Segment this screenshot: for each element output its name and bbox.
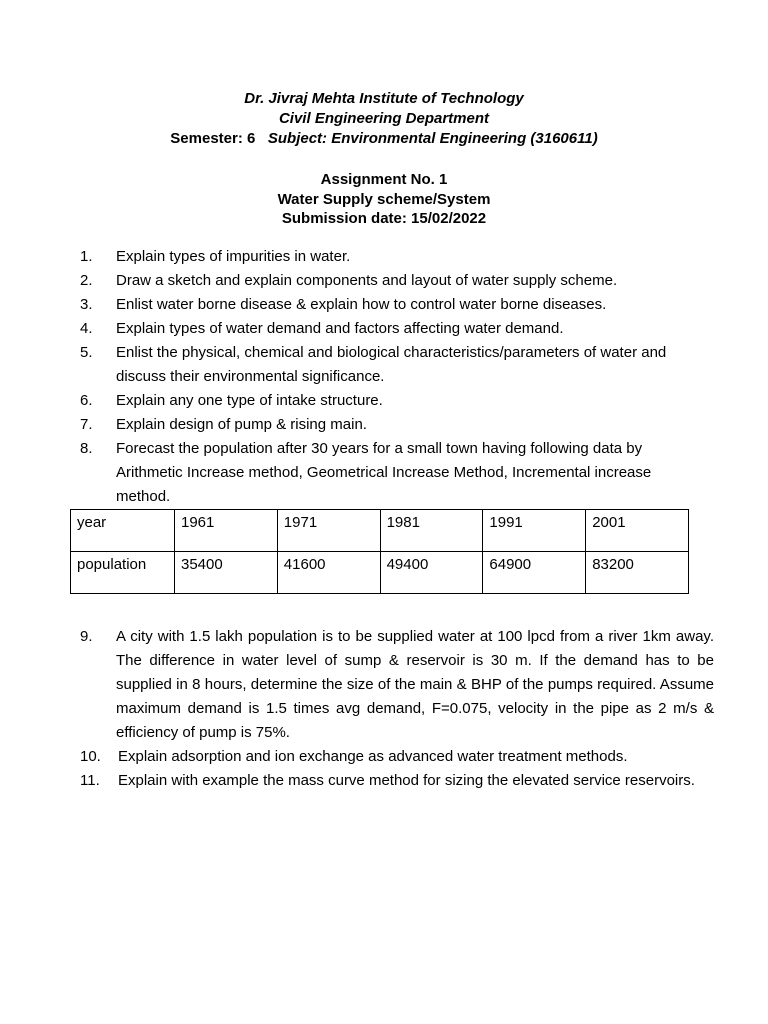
table-cell-label: year (71, 510, 175, 552)
question-text: Enlist water borne disease & explain how to control water borne diseases. (116, 296, 607, 313)
question-text: Forecast the population after 30 years for a small town having following data by Arithmetic Increase method, Geometrical Increase Method, Incremental increase method. (116, 440, 652, 505)
population-table (70, 509, 689, 594)
question-number: 6. (80, 392, 93, 409)
question-text: Explain types of water demand and factors affecting water demand. (116, 320, 564, 337)
question-number: 9. (80, 628, 93, 645)
table-cell-label: population (71, 552, 175, 594)
question-number: 5. (80, 344, 93, 361)
table-cell: 35400 (175, 552, 278, 594)
department-name: Civil Engineering Department (278, 110, 490, 127)
table-cell: 2001 (586, 510, 689, 552)
submission-date: Submission date: 15/02/2022 (281, 210, 487, 227)
question-number: 10. (80, 748, 101, 765)
question-text: Explain design of pump & rising main. (116, 416, 367, 433)
table-cell: 83200 (586, 552, 689, 594)
question-number: 2. (80, 272, 93, 289)
question-number: 1. (80, 248, 93, 265)
question-text: Explain types of impurities in water. (116, 248, 351, 265)
question-number: 7. (80, 416, 93, 433)
question-text: Explain any one type of intake structure. (116, 392, 383, 409)
question-text: Explain adsorption and ion exchange as advanced water treatment methods. (118, 748, 628, 765)
question-text: Explain with example the mass curve method for sizing the elevated service reservoirs. (118, 772, 695, 789)
table-cell: 1971 (277, 510, 380, 552)
table-row (71, 552, 689, 594)
assignment-title: Assignment No. 1 (320, 171, 448, 188)
semester-subject-line (0, 129, 768, 149)
table-cell: 1981 (380, 510, 483, 552)
table-cell: 41600 (277, 552, 380, 594)
assignment-topic: Water Supply scheme/System (277, 191, 491, 208)
table-cell: 49400 (380, 552, 483, 594)
question-number: 11. (80, 772, 100, 789)
question-text: Enlist the physical, chemical and biological characteristics/parameters of water and discuss their environmental significance. (116, 344, 667, 385)
question-text: A city with 1.5 lakh population is to be supplied water at 100 lpcd from a river 1km away. The difference in water level of sump & reservoir is 30 m. If the demand has to be supplied in 8 hours, determine the size of the main & BHP of the pumps required. Assume maximum demand is 1.5 times avg demand, F=0.075, velocity in the pipe as 2 m/s & efficiency of pump is 75%. (116, 628, 714, 741)
question-number: 8. (80, 440, 93, 457)
table-cell: 1961 (175, 510, 278, 552)
table-row (71, 510, 689, 552)
semester-label: Semester: 6 (170, 130, 256, 147)
question-number: 3. (80, 296, 93, 313)
institute-name: Dr. Jivraj Mehta Institute of Technology (244, 90, 524, 107)
table-cell: 64900 (483, 552, 586, 594)
table-cell: 1991 (483, 510, 586, 552)
question-text: Draw a sketch and explain components and layout of water supply scheme. (116, 272, 618, 289)
subject-label: Subject: Environmental Engineering (3160611) (267, 130, 598, 147)
question-number: 4. (80, 320, 93, 337)
